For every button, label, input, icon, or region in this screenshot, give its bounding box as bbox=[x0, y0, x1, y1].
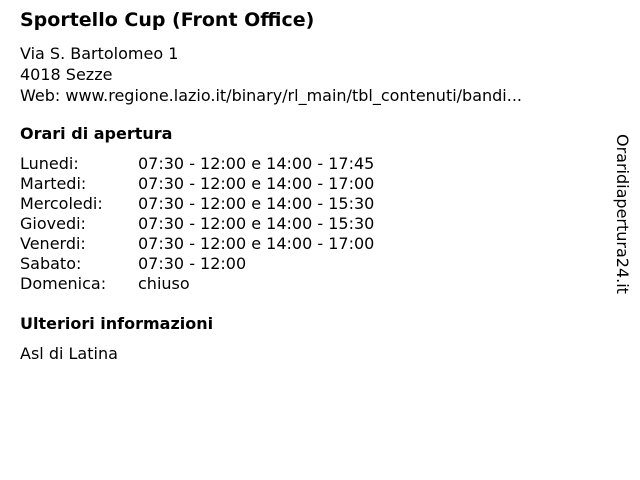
hours-value: chiuso bbox=[138, 274, 190, 293]
hours-value: 07:30 - 12:00 e 14:00 - 15:30 bbox=[138, 214, 375, 233]
day-label: Venerdi: bbox=[20, 234, 86, 253]
day-label: Mercoledi: bbox=[20, 194, 103, 213]
hours-value: 07:30 - 12:00 e 14:00 - 17:00 bbox=[138, 234, 375, 253]
address-block bbox=[20, 43, 522, 106]
hours-value: 07:30 - 12:00 e 14:00 - 15:30 bbox=[138, 194, 375, 213]
hours-value: 07:30 - 12:00 bbox=[138, 254, 247, 273]
hours-row-monday bbox=[20, 154, 440, 174]
hours-value: 07:30 - 12:00 e 14:00 - 17:45 bbox=[138, 154, 375, 173]
opening-hours-heading: Orari di apertura bbox=[20, 124, 173, 143]
hours-row-tuesday bbox=[20, 174, 440, 194]
opening-hours-table bbox=[20, 154, 440, 294]
day-label: Lunedi: bbox=[20, 154, 79, 173]
page-title: Sportello Cup (Front Office) bbox=[20, 9, 315, 31]
hours-row-saturday bbox=[20, 254, 440, 274]
additional-info-heading: Ulteriori informazioni bbox=[20, 314, 214, 333]
site-watermark bbox=[612, 134, 636, 308]
watermark-text: Oraridiapertura24.it bbox=[613, 134, 632, 294]
city-address: 4018 Sezze bbox=[20, 65, 113, 84]
hours-row-friday bbox=[20, 234, 440, 254]
day-label: Domenica: bbox=[20, 274, 107, 293]
hours-value: 07:30 - 12:00 e 14:00 - 17:00 bbox=[138, 174, 375, 193]
day-label: Martedi: bbox=[20, 174, 87, 193]
additional-info-text: Asl di Latina bbox=[20, 344, 118, 363]
website-link[interactable]: Web: www.regione.lazio.it/binary/rl_main/tbl_contenuti/bandi... bbox=[20, 86, 523, 105]
day-label: Sabato: bbox=[20, 254, 82, 273]
day-label: Giovedi: bbox=[20, 214, 86, 233]
hours-row-wednesday bbox=[20, 194, 440, 214]
hours-row-sunday bbox=[20, 274, 440, 294]
street-address: Via S. Bartolomeo 1 bbox=[20, 44, 179, 63]
hours-row-thursday bbox=[20, 214, 440, 234]
